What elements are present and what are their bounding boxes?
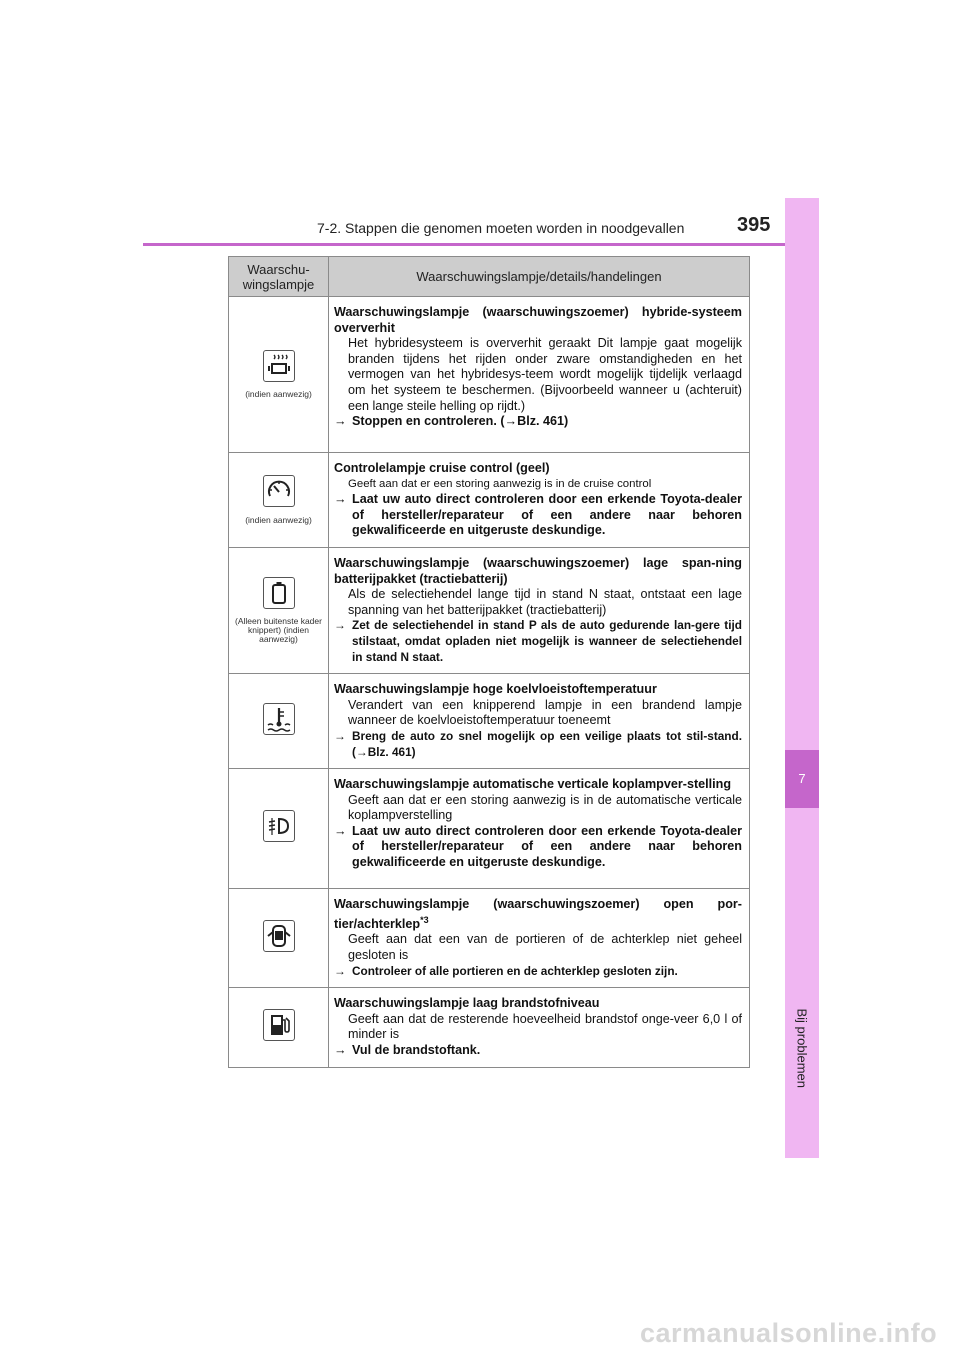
row-text: Als de selectiehendel lange tijd in stand N staat, ontstaat een lage spanning van het batterijpakket (tractiebatterij) xyxy=(348,587,742,617)
icon-note: (indien aanwezig) xyxy=(245,389,312,400)
warning-lights-table xyxy=(228,256,750,1068)
arrow-icon: → xyxy=(334,1043,347,1058)
hybrid-system-overheat-icon xyxy=(263,350,295,382)
coolant-temperature-icon xyxy=(263,703,295,735)
arrow-icon: → xyxy=(334,414,347,429)
table-row xyxy=(229,453,750,548)
row-title: Controlelampje cruise control (geel) xyxy=(334,461,550,475)
chapter-title: Bij problemen xyxy=(794,1008,810,1088)
chapter-number: 7 xyxy=(785,750,819,808)
table-row xyxy=(229,297,750,453)
col-header-light: Waarschu- wingslampje xyxy=(229,257,329,297)
row-text: Geeft aan dat de resterende hoeveelheid brandstof onge-veer 6,0 l of minder is xyxy=(348,1011,742,1042)
watermark: carmanualsonline.info xyxy=(640,1318,938,1348)
col-header-details: Waarschuwingslampje/details/handelingen xyxy=(329,257,750,297)
icon-note: (indien aanwezig) xyxy=(245,514,312,525)
row-action: → Stoppen en controleren. (→Blz. 461) xyxy=(334,414,569,429)
table-row xyxy=(229,769,750,889)
row-text: Geeft aan dat er een storing aanwezig is in de cruise control xyxy=(348,477,652,490)
low-fuel-icon xyxy=(263,1009,295,1041)
door-open-icon xyxy=(263,920,295,952)
row-action: → Zet de selectiehendel in stand P als de auto gedurende lan-gere tijd stilstaat, omdat opladen niet mogelijk is wanneer de selectiehendel in stand N staat. xyxy=(334,618,742,664)
arrow-icon: → xyxy=(334,963,346,978)
row-title: Waarschuwingslampje (waarschuwingszoemer) hybride-systeem oververhit xyxy=(334,305,742,335)
section-title: 7-2. Stappen die genomen moeten worden in noodgevallen xyxy=(317,220,685,236)
row-text: Geeft aan dat er een storing aanwezig is in de automatische verticale koplampverstelling xyxy=(348,792,742,823)
table-row xyxy=(229,674,750,769)
table-row xyxy=(229,547,750,673)
arrow-icon: → xyxy=(334,728,346,743)
row-text: Verandert van een knipperend lampje in een brandend lampje wanneer de koelvloeistoftemperatuur toeneemt xyxy=(348,697,742,728)
table-row xyxy=(229,889,750,988)
row-title: Waarschuwingslampje hoge koelvloeistoftemperatuur xyxy=(334,682,657,697)
row-action: → Vul de brandstoftank. xyxy=(334,1043,481,1058)
row-action: → Laat uw auto direct controleren door een erkende Toyota-dealer of hersteller/reparateur of een andere naar behoren gekwalificeerde en uitgeruste deskundige. xyxy=(334,823,742,870)
row-action: → Controleer of alle portieren en de achterklep gesloten zijn. xyxy=(334,963,678,978)
row-title: Waarschuwingslampje laag brandstofniveau xyxy=(334,996,600,1011)
arrow-icon: → xyxy=(334,618,346,633)
arrow-icon: → xyxy=(334,823,347,838)
table-row xyxy=(229,988,750,1067)
row-title: Waarschuwingslampje automatische verticale koplampver-stelling xyxy=(334,777,732,792)
header-divider xyxy=(143,243,819,246)
chapter-side-tab xyxy=(785,198,819,1158)
icon-note: (Alleen buitenste kader knippert) (indien aanwezig) xyxy=(235,616,322,645)
traction-battery-icon xyxy=(263,577,295,609)
arrow-icon: → xyxy=(334,492,347,507)
row-text: Geeft aan dat een van de portieren of de achterklep niet geheel gesloten is xyxy=(348,932,742,963)
footnote-mark: *3 xyxy=(420,914,429,925)
row-text: Het hybridesysteem is oververhit geraakt Dit lampje gaat mogelijk branden tijdens het rijden onder zware omstandigheden en het vermogen van het hybridesys-teem wordt mogelijk tijdelijk verlaagd om het systeem te beschermen. (Bijvoorbeeld wanneer u (achteruit) een lange steile helling op rijdt.) xyxy=(348,336,742,413)
row-action: → Laat uw auto direct controleren door een erkende Toyota-dealer of hersteller/reparateur of een andere naar behoren gekwalificeerde en uitgeruste deskundige. xyxy=(334,492,742,538)
cruise-control-icon xyxy=(263,475,295,507)
row-action: → Breng de auto zo snel mogelijk op een veilige plaats tot stil-stand. (→Blz. 461) xyxy=(334,728,742,759)
row-title: Waarschuwingslampje (waarschuwingszoemer) open por-tier/achterklep$^{*3}$ xyxy=(334,897,742,931)
row-title: Waarschuwingslampje (waarschuwingszoemer) lage span-ning batterijpakket (tractiebatterij) xyxy=(334,555,742,586)
page-number: 395 xyxy=(737,214,771,236)
headlight-leveling-icon xyxy=(263,810,295,842)
